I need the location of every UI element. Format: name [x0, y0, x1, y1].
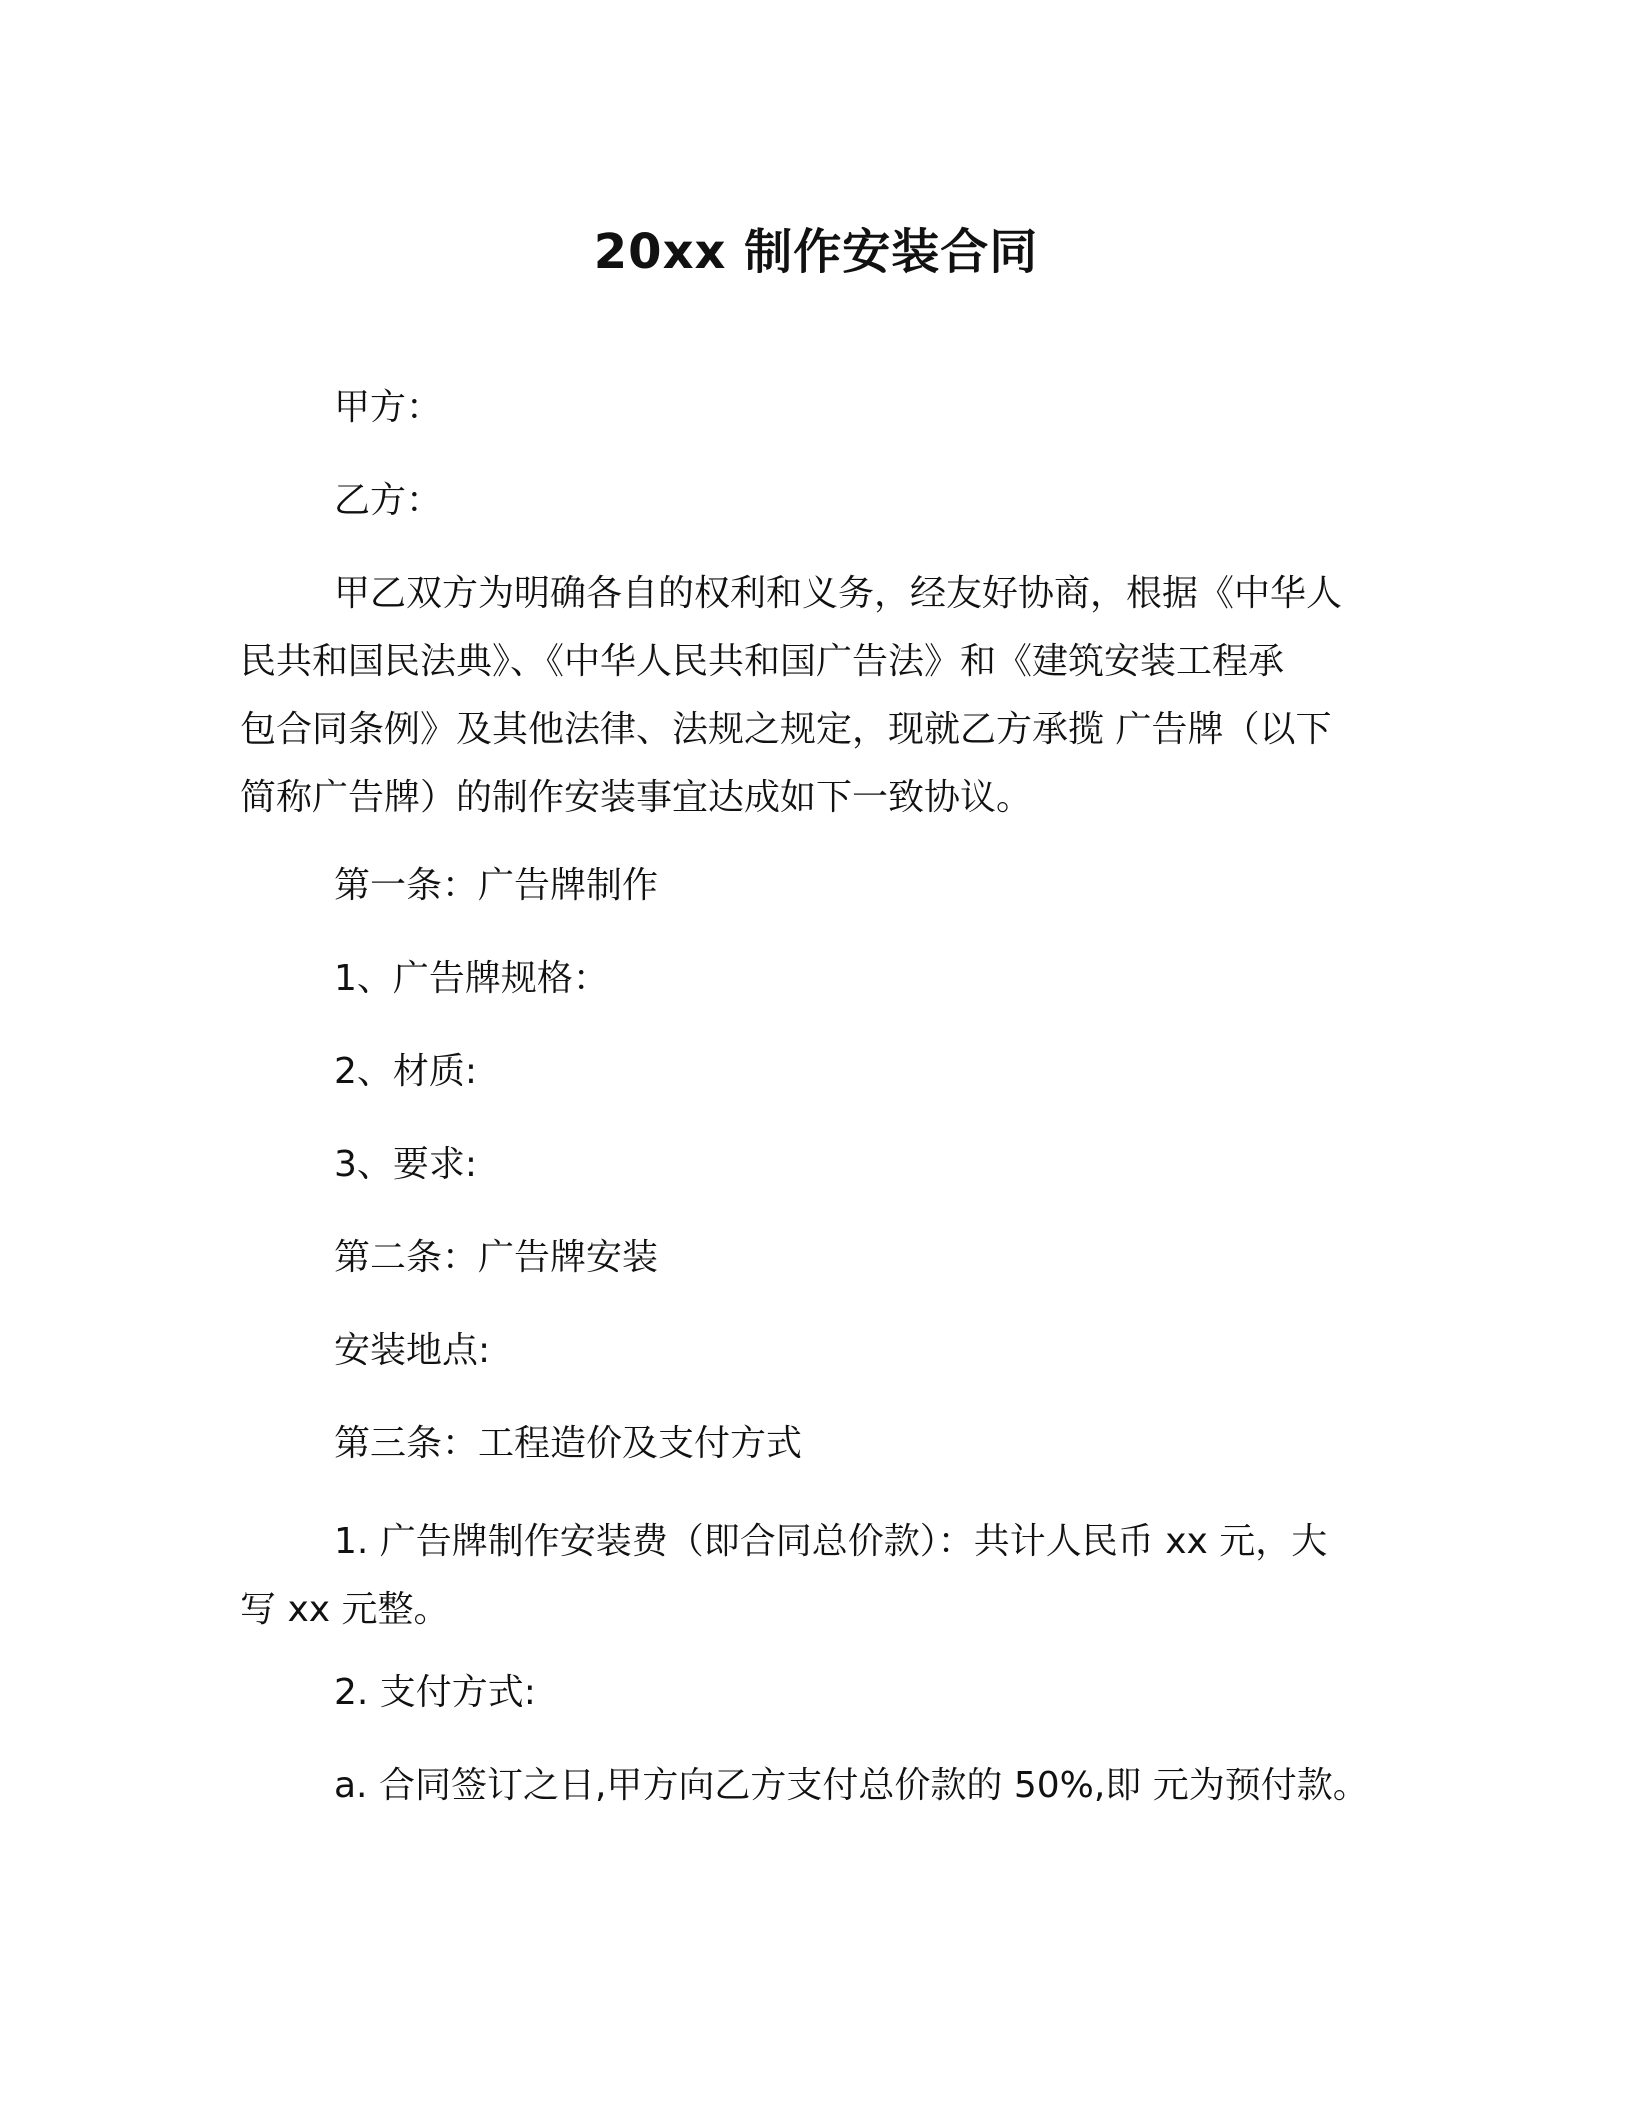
article-3-heading: 第三条：工程造价及支付方式: [334, 1423, 803, 1464]
intro-line: 包合同条例》及其他法律、法规之规定，现就乙方承揽 广告牌（以下: [240, 709, 1332, 750]
item-2-material: 2、材质:: [334, 1051, 478, 1092]
fee-paragraph: [240, 1508, 1400, 1644]
intro-line: 民共和国民法典》、《中华人民共和国广告法》和《建筑安装工程承: [240, 641, 1285, 682]
fee-line: 写 xx 元整。: [240, 1589, 450, 1630]
document-title: 20xx 制作安装合同: [593, 224, 1039, 280]
party-b-line: 乙方：: [334, 480, 443, 521]
intro-line: 甲乙双方为明确各自的权利和义务，经友好协商，根据《中华人: [334, 573, 1343, 614]
install-location-line: 安装地点:: [334, 1330, 491, 1371]
fee-line: 1. 广告牌制作安装费（即合同总价款）：共计人民币 xx 元，大: [334, 1521, 1328, 1562]
intro-paragraph: [240, 560, 1400, 832]
payment-method-line: 2. 支付方式:: [334, 1672, 536, 1713]
article-1-heading: 第一条：广告牌制作: [334, 865, 659, 906]
item-3-requirement: 3、要求:: [334, 1144, 478, 1185]
item-1-spec: 1、广告牌规格：: [334, 958, 609, 999]
intro-line: 简称广告牌）的制作安装事宜达成如下一致协议。: [240, 777, 1033, 818]
article-2-heading: 第二条：广告牌安装: [334, 1237, 659, 1278]
party-a-line: 甲方：: [334, 387, 443, 428]
payment-a-line: a. 合同签订之日,甲方向乙方支付总价款的 50%,即 元为预付款。: [334, 1765, 1369, 1806]
